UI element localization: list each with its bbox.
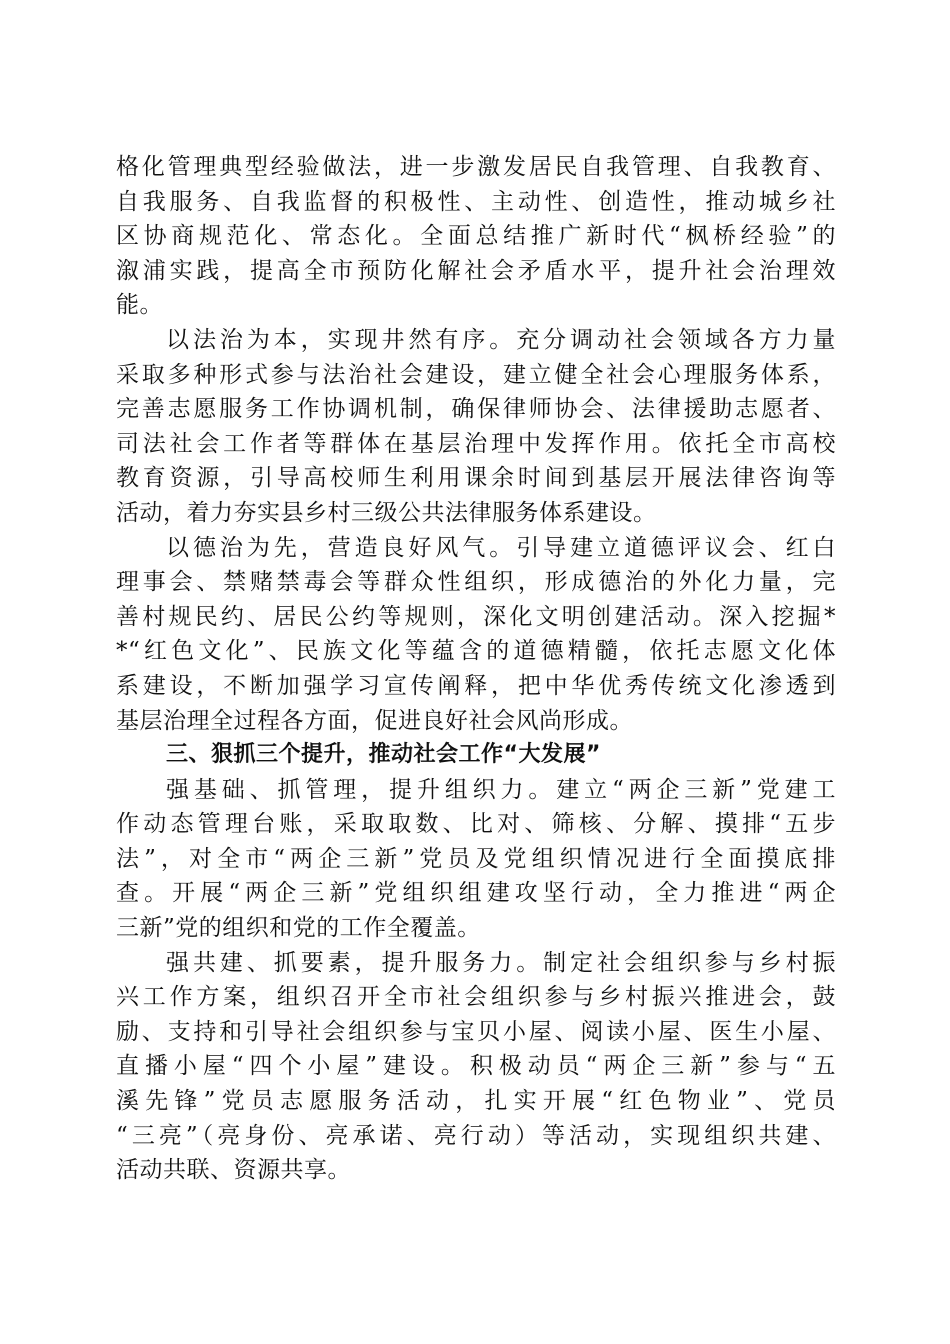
paragraph-organization-power — [116, 773, 836, 946]
text-line: 溪先锋”党员志愿服务活动，扎实开展“红色物业”、党员 — [116, 1088, 836, 1115]
text-line: 系建设，不断加强学习宣传阐释，把中华优秀传统文化渗透到 — [116, 672, 836, 699]
text-line: 教育资源，引导高校师生利用课余时间到基层开展法律咨询等 — [116, 465, 836, 492]
paragraph-rule-of-law — [116, 323, 836, 531]
text-line: 三新”党的组织和党的工作全覆盖。 — [116, 915, 481, 942]
text-line: 能。 — [116, 292, 163, 319]
text-line: 强基础、抓管理，提升组织力。建立“两企三新”党建工 — [166, 776, 836, 803]
text-line: 以德治为先，营造良好风气。引导建立道德评议会、红白 — [166, 534, 836, 561]
paragraph-service-power — [116, 946, 836, 1188]
text-line: 查。开展“两企三新”党组织组建攻坚行动，全力推进“两企 — [116, 880, 836, 907]
text-line: 自我服务、自我监督的积极性、主动性、创造性，推动城乡社 — [116, 188, 836, 215]
text-line: 直播小屋“四个小屋”建设。积极动员“两企三新”参与“五 — [116, 1053, 836, 1080]
text-line: 区协商规范化、常态化。全面总结推广新时代“枫桥经验”的 — [116, 223, 836, 250]
text-line: 基层治理全过程各方面，促进良好社会风尚形成。 — [116, 707, 633, 734]
text-line: 兴工作方案，组织召开全市社会组织参与乡村振兴推进会，鼓 — [116, 984, 836, 1011]
text-line: 溆浦实践，提高全市预防化解社会矛盾水平，提升社会治理效 — [116, 257, 836, 284]
text-line: 完善志愿服务工作协调机制，确保律师协会、法律援助志愿者、 — [116, 396, 836, 423]
text-line: 理事会、禁赌禁毒会等群众性组织，形成德治的外化力量，完 — [116, 569, 836, 596]
text-line: 强共建、抓要素，提升服务力。制定社会组织参与乡村振 — [166, 949, 836, 976]
text-line: 活动，着力夯实县乡村三级公共法律服务体系建设。 — [116, 499, 657, 526]
text-line: 司法社会工作者等群体在基层治理中发挥作用。依托全市高校 — [116, 430, 836, 457]
text-line: “三亮”（亮身份、亮承诺、亮行动）等活动，实现组织共建、 — [116, 1122, 836, 1149]
text-line: 善村规民约、居民公约等规则，深化文明创建活动。深入挖掘* — [116, 603, 836, 630]
text-line: 法”，对全市“两企三新”党员及党组织情况进行全面摸底排 — [116, 845, 836, 872]
document-body — [116, 150, 836, 1188]
text-line: 励、支持和引导社会组织参与宝贝小屋、阅读小屋、医生小屋、 — [116, 1018, 836, 1045]
text-line: 格化管理典型经验做法，进一步激发居民自我管理、自我教育、 — [116, 154, 836, 180]
text-line: *“红色文化”、民族文化等蕴含的道德精髓，依托志愿文化体 — [116, 638, 836, 665]
section-heading-three — [116, 738, 836, 773]
heading-text: 三、狠抓三个提升，推动社会工作“大发展” — [166, 742, 601, 768]
text-line: 活动共联、资源共享。 — [116, 1157, 351, 1184]
paragraph-rule-of-virtue — [116, 531, 836, 739]
text-line: 作动态管理台账，采取取数、比对、筛核、分解、摸排“五步 — [116, 811, 836, 838]
text-line: 以法治为本，实现井然有序。充分调动社会领域各方力量 — [166, 326, 836, 353]
paragraph-social-governance — [116, 150, 836, 323]
text-line: 采取多种形式参与法治社会建设，建立健全社会心理服务体系， — [116, 361, 836, 388]
